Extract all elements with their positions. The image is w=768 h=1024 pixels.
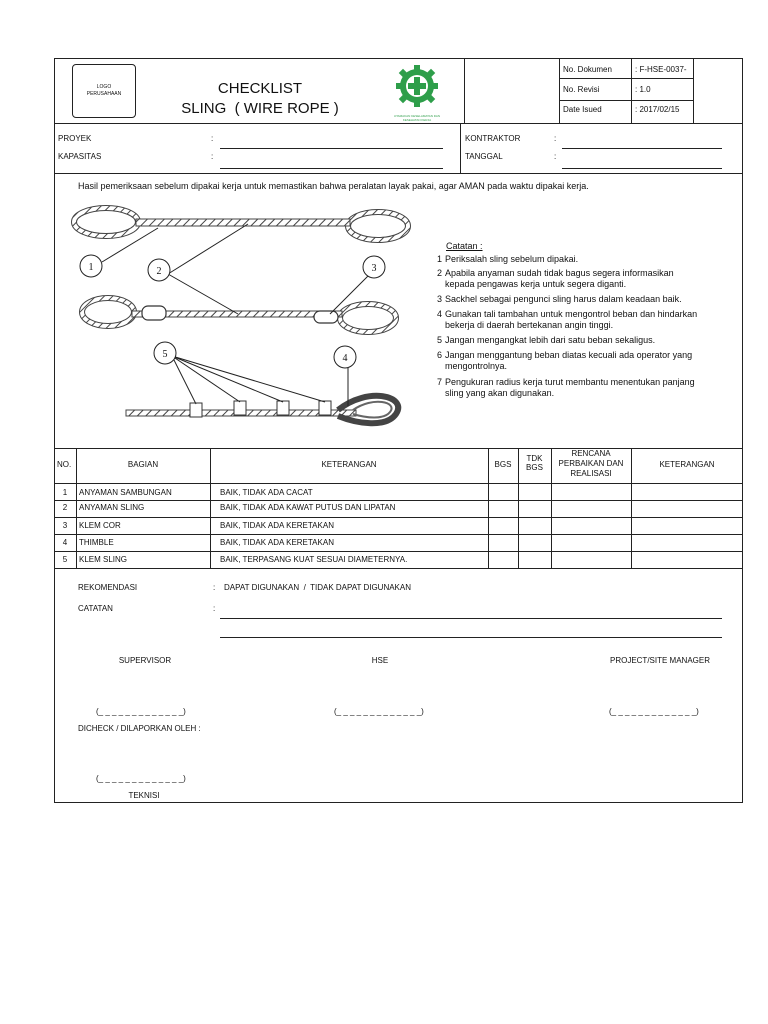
- tanggal-label: TANGGAL: [465, 152, 503, 161]
- docinfo-row-line: [559, 100, 693, 101]
- proyek-colon: :: [211, 134, 214, 143]
- note-line: sling yang akan digunakan.: [445, 388, 555, 398]
- row-keterangan: BAIK, TIDAK ADA KERETAKAN: [220, 521, 334, 530]
- note-number: 3: [437, 294, 443, 304]
- revision-value: : 1.0: [635, 85, 651, 94]
- supervisor-label: SUPERVISOR: [118, 656, 172, 665]
- col-header-bagian: BAGIAN: [127, 460, 159, 469]
- sling-diagram: [68, 196, 428, 436]
- project-info-bottom-line: [54, 173, 743, 174]
- col-header-rencana: RENCANA PERBAIKAN DAN REALISASI: [558, 449, 624, 478]
- row-no: 2: [62, 503, 68, 512]
- company-logo-placeholder: LOGO PERUSAHAAN: [72, 64, 136, 118]
- header-bottom-line: [54, 123, 743, 124]
- catatan-label: CATATAN: [78, 604, 113, 613]
- note-line: mengontrolnya.: [445, 361, 508, 371]
- revision-label: No. Revisi: [563, 85, 600, 94]
- manager-label: PROJECT/SITE MANAGER: [609, 656, 710, 665]
- table-row-line: [54, 517, 743, 518]
- sling-3-illustration: [126, 396, 398, 423]
- callout-1: 1: [88, 262, 94, 273]
- table-row-line: [54, 534, 743, 535]
- dicheck-label: DICHECK / DILAPORKAN OLEH :: [78, 724, 201, 733]
- note-line: bekerja di daerah bertekanan angin tinggi.: [445, 320, 614, 330]
- header-divider: [464, 58, 465, 123]
- doc-number-value: : F-HSE-0037-: [635, 65, 687, 74]
- proyek-label: PROYEK: [58, 134, 92, 143]
- date-issued-label: Date Isued: [563, 105, 602, 114]
- callout-3: 3: [371, 263, 377, 274]
- doc-number-label: No. Dokumen: [563, 65, 612, 74]
- note-line: Sackhel sebagai pengunci sling harus dalam keadaan baik.: [445, 294, 682, 304]
- rekomendasi-colon: :: [213, 583, 216, 592]
- row-bagian: ANYAMAN SLING: [79, 503, 145, 512]
- project-info-divider: [460, 123, 461, 173]
- table-row-line: [54, 500, 743, 501]
- catatan-colon: :: [213, 604, 216, 613]
- row-bagian: KLEM SLING: [79, 555, 128, 564]
- note-line: Apabila anyaman sudah tidak bagus segera informasikan: [445, 268, 674, 278]
- col-header-keterangan: KETERANGAN: [321, 460, 377, 469]
- docinfo-divider-right: [693, 58, 694, 123]
- col-header-tdk-bgs: TDK BGS: [526, 454, 543, 472]
- callout-2: 2: [156, 266, 162, 277]
- tanggal-colon: :: [554, 152, 557, 161]
- catatan-field-line-1[interactable]: [220, 618, 722, 619]
- note-number: 7: [437, 377, 443, 387]
- hse-label: HSE: [371, 656, 389, 665]
- row-keterangan: BAIK, TIDAK ADA KERETAKAN: [220, 538, 334, 547]
- row-no: 1: [62, 488, 68, 497]
- sling-1-illustration: [74, 208, 408, 240]
- row-keterangan: BAIK, TERPASANG KUAT SESUAI DIAMETERNYA.: [220, 555, 408, 564]
- row-no: 3: [62, 521, 68, 530]
- row-keterangan: BAIK, TIDAK ADA CACAT: [220, 488, 313, 497]
- note-number: 1: [437, 254, 443, 264]
- table-top-line: [54, 448, 743, 449]
- sling-2-illustration: [82, 298, 396, 332]
- row-bagian: KLEM COR: [79, 521, 121, 530]
- callout-4: 4: [342, 353, 348, 364]
- checklist-title: CHECKLIST: [217, 80, 303, 97]
- note-line: Jangan menggantung beban diatas kecuali ada operator yang: [445, 350, 693, 360]
- note-number: 6: [437, 350, 443, 360]
- note-line: Periksalah sling sebelum dipakai.: [445, 254, 579, 264]
- row-bagian: THIMBLE: [79, 538, 114, 547]
- docinfo-divider-mid: [631, 58, 632, 123]
- k3-logo: [387, 62, 447, 122]
- row-no: 4: [62, 538, 68, 547]
- docinfo-row-line: [559, 78, 693, 79]
- catatan-field-line-2[interactable]: [220, 637, 722, 638]
- rekomendasi-label: REKOMENDASI: [78, 583, 138, 592]
- table-row-line: [54, 551, 743, 552]
- kapasitas-colon: :: [211, 152, 214, 161]
- proyek-field[interactable]: [220, 148, 443, 149]
- kontraktor-colon: :: [554, 134, 557, 143]
- sling-title: SLING ( WIRE ROPE ): [181, 100, 339, 117]
- kapasitas-label: KAPASITAS: [58, 152, 102, 161]
- note-number: 4: [437, 309, 443, 319]
- row-bagian: ANYAMAN SAMBUNGAN: [79, 488, 172, 497]
- notes-title: Catatan :: [446, 241, 483, 251]
- row-keterangan: BAIK, TIDAK ADA KAWAT PUTUS DAN LIPATAN: [220, 503, 396, 512]
- rekomendasi-value[interactable]: DAPAT DIGUNAKAN / TIDAK DAPAT DIGUNAKAN: [224, 583, 411, 592]
- table-header-bottom-line: [54, 483, 743, 484]
- note-number: 2: [437, 268, 443, 278]
- teknisi-label: TEKNISI: [128, 791, 160, 800]
- hse-signature[interactable]: (_ _ _ _ _ _ _ _ _ _ _ _ _): [334, 707, 424, 716]
- kontraktor-field[interactable]: [562, 148, 722, 149]
- callout-5: 5: [162, 349, 168, 360]
- tanggal-field[interactable]: [562, 168, 722, 169]
- row-no: 5: [62, 555, 68, 564]
- table-bottom-line: [54, 568, 743, 569]
- note-line: Gunakan tali tambahan untuk mengontrol beban dan hindarkan: [445, 309, 698, 319]
- kontraktor-label: KONTRAKTOR: [465, 134, 521, 143]
- date-issued-value: : 2017/02/15: [635, 105, 680, 114]
- kapasitas-field[interactable]: [220, 168, 443, 169]
- teknisi-signature[interactable]: (_ _ _ _ _ _ _ _ _ _ _ _ _): [96, 774, 186, 783]
- note-line: Pengukuran radius kerja turut membantu menentukan panjang: [445, 377, 695, 387]
- manager-signature[interactable]: (_ _ _ _ _ _ _ _ _ _ _ _ _): [609, 707, 699, 716]
- note-line: kepada pengawas kerja untuk segera diganti.: [445, 279, 627, 289]
- intro-text: Hasil pemeriksaan sebelum dipakai kerja untuk memastikan bahwa peralatan layak pakai, agar AMAN pada waktu dipakai kerja.: [78, 181, 589, 191]
- note-number: 5: [437, 335, 443, 345]
- note-line: Jangan mengangkat lebih dari satu beban sekaligus.: [445, 335, 656, 345]
- col-header-keterangan-2: KETERANGAN: [659, 460, 715, 469]
- col-header-no: NO.: [57, 460, 72, 469]
- col-header-bgs: BGS: [494, 460, 512, 469]
- docinfo-divider-left: [559, 58, 560, 123]
- supervisor-signature[interactable]: (_ _ _ _ _ _ _ _ _ _ _ _ _): [96, 707, 186, 716]
- k3-gear-cross-icon: [387, 62, 447, 114]
- k3-caption: UTAMAKAN KESELAMATAN DAN KESEHATAN KERJA: [393, 114, 441, 122]
